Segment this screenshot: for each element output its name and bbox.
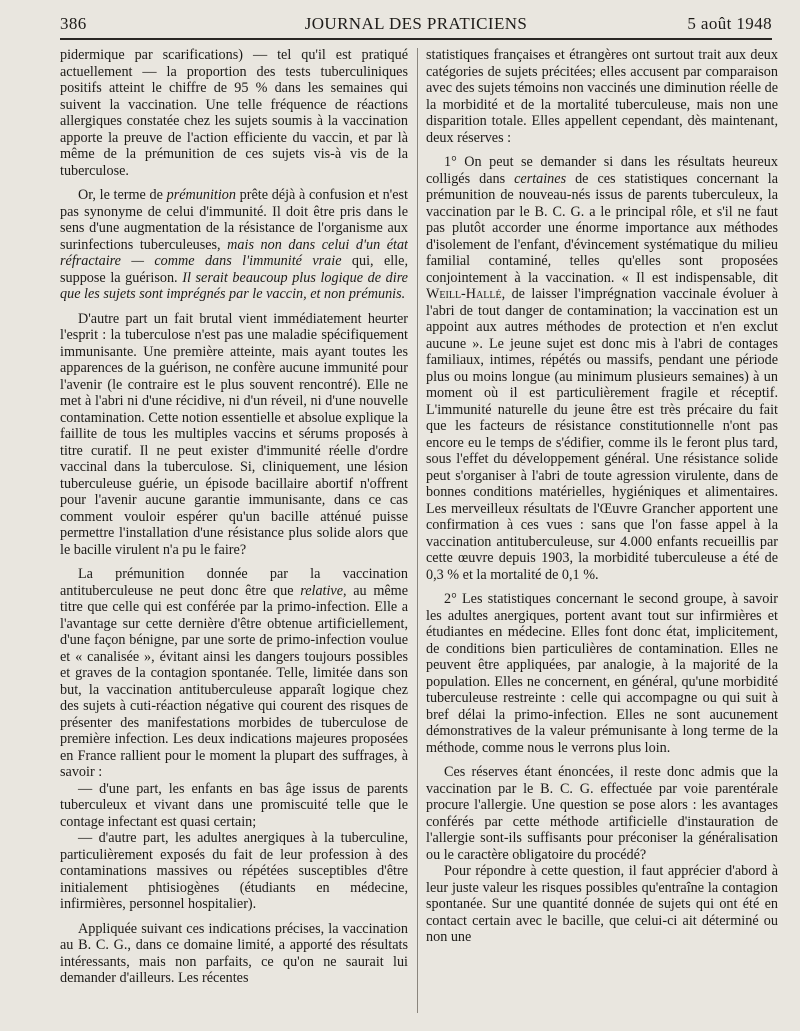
left-paragraph-6: — d'autre part, les adultes anergiques à la tuberculine, particulièrement exposés du fait de leur profession à des contaminations massives ou répétées susceptibles d'être initialement phtisiogènes (étudiants en médecine, infirmières, personnel hospitalier).	[60, 830, 408, 912]
right-paragraph-1: statistiques françaises et étrangères ont surtout trait aux deux catégories de sujets précitées; elles accusent par comparaison avec des sujets témoins non vaccinés une diminution réelle de la morbidité et de la mortalité tuberculeuse, mais non une disparition totale. Elles appellent cependant, dès maintenant, deux réserves :	[426, 47, 778, 146]
left-column	[60, 47, 408, 1027]
text-run: Or, le terme de	[78, 187, 167, 203]
text-run: qui, elle, suppose la guérison.	[60, 253, 408, 286]
text-run: de ces statistiques concernant la prémunition de nouveau-nés issus de parents tuberculeux, la vaccination par le B. C. G. a le principal rôle, et s'il ne faut pas plutôt accorder une énorme importance aux méthodes d'isolement de l'enfant, d'évincement systématique du milieu familial contaminé, telles qu'elles sont proposées conjointement à la vaccination. « Il est indispensable, dit	[426, 170, 778, 286]
emphasis-text: mais non dans celui d'un état réfractaire — comme dans l'immunité vraie	[60, 236, 408, 269]
journal-title: JOURNAL DES PRATICIENS	[304, 14, 528, 33]
header-rule	[60, 38, 772, 40]
text-run: La prémunition donnée par la vaccination antituberculeuse ne peut donc être que	[60, 566, 408, 599]
text-run: , au même titre que celle qui est conférée par la primo-infection. Elle a l'avantage sur cette dernière d'être obtenue artificiellement, d'une façon bénigne, par une sorte de primo-infection voulue et « canalisée », évitant ainsi les dangers toujours possibles et graves de la contagion spontanée. Telle, limitée dans son but, la vaccination antituberculeuse apparaît logique chez des sujets à cuti-réaction négative qui courent des risques de présenter des manifestations morbides de tuberculose de première infection. Les deux indications majeures proposées en France rallient pour le moment la plupart des suffrages, à savoir :	[60, 582, 408, 780]
issue-date: 5 août 1948	[687, 14, 772, 33]
left-paragraph-5: — d'une part, les enfants en bas âge issus de parents tuberculeux et vivant dans une promiscuité telle que le contage infectant est quasi certain;	[60, 780, 408, 830]
emphasis-prémunition: prémunition	[166, 187, 236, 203]
text-run: prête déjà à confusion et n'est pas synonyme de celui d'immunité. Il doit être pris dans le sens d'une augmentation de la résistance de l'organisme aux surinfections tuberculeuses,	[60, 187, 408, 253]
emphasis-certaines: certaines	[514, 170, 567, 187]
left-paragraph-4	[60, 566, 408, 781]
right-paragraph-5: Pour répondre à cette question, il faut apprécier d'abord à leur juste valeur les risques possibles qu'entraîne la contagion spontanée. Sur une quantité donnée de sujets qui ont été en contact certain avec le bacille, que celui-ci ait déterminé ou non une	[426, 863, 778, 945]
right-paragraph-3: 2° Les statistiques concernant le second groupe, à savoir les adultes anergiques, portent avant tout sur infirmières et étudiantes en médecine. Elles font donc état, implicitement, de conditions bien particulières de contamination. Elles ne peuvent être appliquées, par analogie, à la majorité de la population. Elles ne concernent, en général, qu'une morbidité tuberculeuse restreinte : celle qui accompagne ou qui suit à bref délai la primo-infection. Elles ne sont aucunement démonstratives de la valeur prémunisante à long terme de la méthode, comme nous le verrons plus loin.	[426, 591, 778, 756]
emphasis-relative: relative	[300, 582, 344, 599]
text-run: 1° On peut se demander si dans les résultats heureux colligés dans	[426, 154, 778, 187]
author-name: Weill-Hallé	[426, 286, 502, 302]
left-paragraph-7: Appliquée suivant ces indications précises, la vaccination au B. C. G., dans ce domaine limité, a apporté des résultats intéressants, mais non parfaits, ce qu'on ne saurait lui demander d'ailleurs. Les récentes	[60, 920, 408, 986]
column-divider	[417, 48, 418, 1013]
right-column	[426, 47, 778, 1027]
right-paragraph-4: Ces réserves étant énoncées, il reste donc admis que la vaccination par le B. C. G. effectuée par voie parentérale procure l'allergie. Une question se pose alors : les avantages conférés par cette méthode artificielle d'instauration de l'allergie sont-ils suffisants pour préconiser la généralisation ou le caractère obligatoire du procédé?	[426, 764, 778, 863]
left-paragraph-1: pidermique par scarifications) — tel qu'il est pratiqué actuellement — la proportion des tests tuberculiniques positifs atteint le chiffre de 95 % dans les semaines qui suivent la vaccination. Une telle fréquence de réactions allergiques constatée chez les sujets soumis à la vaccination apporte la preuve de l'action efficiente du vaccin, et par là même de la prémunition de ces sujets vis-à vis de la tuberculose.	[60, 47, 408, 179]
emphasis-text: Il serait beaucoup plus logique de dire que les sujets sont imprégnés par le vaccin, et non prémunis.	[60, 269, 408, 302]
left-paragraph-3: D'autre part un fait brutal vient immédiatement heurter l'esprit : la tuberculose n'est pas une maladie spécifiquement immunisante. Une première atteinte, mais ayant toutes les apparences de la guérison, ne confère aucune immunité pour l'avenir (le contraire est le plus souvent rencontré). Elle ne met à l'abri ni d'une récidive, ni d'un réveil, ni d'une nouvelle contamination. Cette notion essentielle et absolue explique la faillite de tous les multiples vaccins et sérums proposés à titre curatif. Il ne peut exister d'immunité réelle d'ordre vaccinal dans la tuberculose. Si, cliniquement, une lésion tuberculeuse guérie, un épisode bacillaire abortif n'offrent pour l'avenir aucune garantie immunisante, dans ce cas comment vouloir espérer qu'un bacille atténué puisse permettre l'installation d'une résistance plus solide alors que le bacille virulent n'a pu le faire?	[60, 310, 408, 558]
left-paragraph-2	[60, 187, 408, 303]
right-paragraph-2	[426, 154, 778, 583]
page-number: 386	[60, 14, 87, 33]
text-run: , de laisser l'imprégnation vaccinale évoluer à l'abri de tout danger de contamination; la vaccination est un appoint aux autres méthodes de protection et n'en exclut aucune ». Le jeune sujet est donc mis à l'abri de contages familiaux, intimes, répétés ou massifs, pendant une période plus ou moins longue (au minimum plusieurs semaines) à un moment où il est particulièrement fragile et réceptif. L'immunité naturelle du jeune être est très précaire du fait que les facteurs de résistance constitutionnelle n'ont pas encore eu le temps de s'édifier, comme ils le feront plus tard, sous l'effet du développement général. Une résistance solide peut s'organiser à l'abri de toute agression virulente, dans de bonnes conditions matérielles, hygiéniques et alimentaires. Les merveilleux résultats de l'Œuvre Grancher apportent une confirmation à ces vues : sans que l'on fasse appel à la vaccination antituberculeuse, sur 4.000 enfants recueillis par cette œuvre depuis 1903, la morbidité tuberculeuse a été de 0,3 % et la mortalité de 0,1 %.	[426, 286, 778, 583]
running-header	[60, 14, 772, 36]
